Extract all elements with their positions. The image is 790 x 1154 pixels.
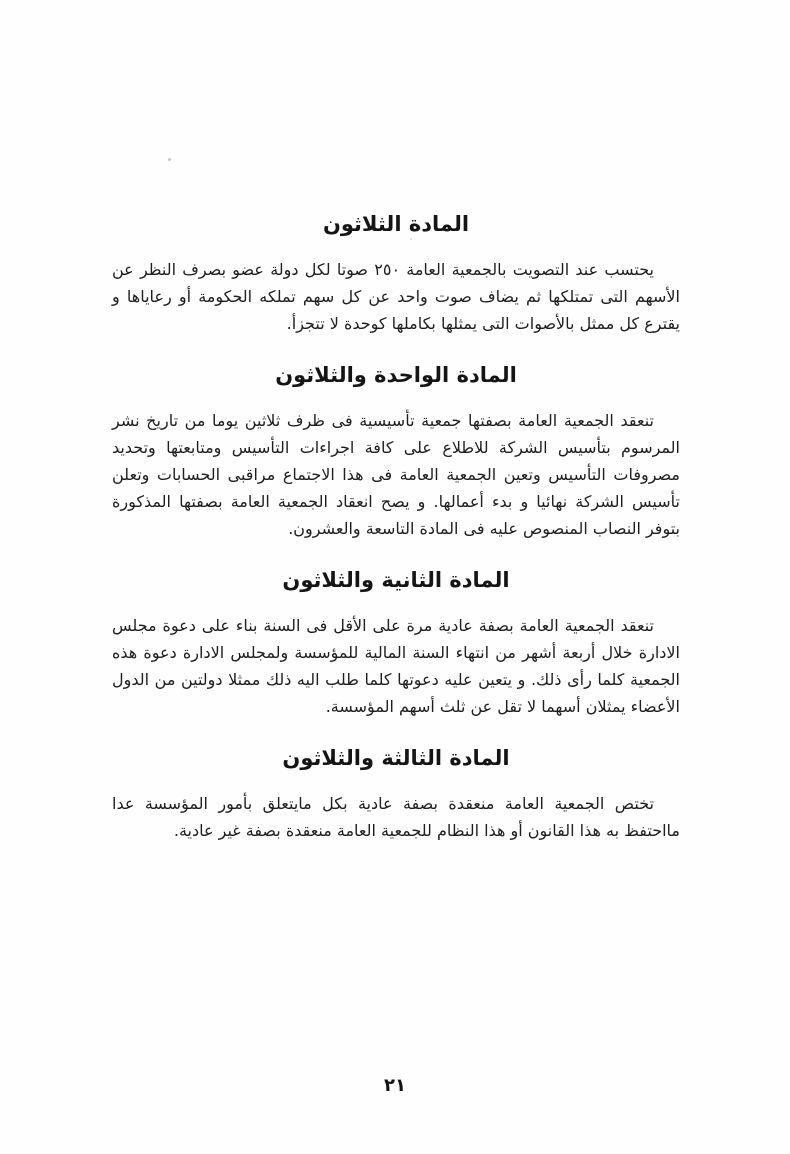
document-content: [112, 212, 680, 870]
article-31-heading: المادة الواحدة والثلاثون: [275, 363, 517, 387]
article-30-section: [112, 212, 680, 337]
article-30-heading: المادة الثلاثون: [322, 212, 470, 236]
page-number: ٢١: [384, 1075, 406, 1096]
article-33-heading: المادة الثالثة والثلاثون: [282, 746, 510, 770]
article-32-section: [112, 568, 680, 720]
article-33-body: تختص الجمعية العامة منعقدة بصفة عادية بكل مايتعلق بأمور المؤسسة عدا مااحتفظ به هذا القانون أو هذا النظام للجمعية العامة منعقدة بصفة غير عادية.: [112, 794, 680, 840]
article-33-section: [112, 746, 680, 844]
article-31-section: [112, 363, 680, 542]
article-32-body: تنعقد الجمعية العامة بصفة عادية مرة على الأقل فى السنة بناء على دعوة مجلس الادارة خلال أربعة أشهر من انتهاء السنة المالية للمؤسسة ولمجلس الادارة دعوة هذه الجمعية كلما رأى ذلك. و يتعين عليه دعوتها كلما طلب اليه ذلك ممثلا دولتين من الدول الأعضاء يمثلان أسهما لا تقل عن ثلث أسهم المؤسسة.: [112, 616, 680, 716]
article-31-body: تنعقد الجمعية العامة بصفتها جمعية تأسيسية فى ظرف ثلاثين يوما من تاريخ نشر المرسوم بتأسيس الشركة للاطلاع على كافة اجراءات التأسيس ومتابعتها وتحديد مصروفات التأسيس وتعين الجمعية العامة فى هذا الاجتماع مراقبى الحسابات وتعلن تأسيس الشركة نهائيا و بدء أعمالها. و يصح انعقاد الجمعية العامة بصفتها المذكورة بتوفر النصاب المنصوص عليه فى المادة التاسعة والعشرون.: [112, 411, 680, 538]
article-30-body: يحتسب عند التصويت بالجمعية العامة ٢٥٠ صوتا لكل دولة عضو بصرف النظر عن الأسهم التى تمتلكها ثم يضاف صوت واحد عن كل سهم تملكه الحكومة أو رعاياها و يقترع كل ممثل بالأصوات التى يمثلها بكاملها كوحدة لا تتجزأ.: [112, 260, 680, 333]
article-32-heading: المادة الثانية والثلاثون: [282, 568, 510, 592]
scan-speck: [168, 158, 171, 161]
